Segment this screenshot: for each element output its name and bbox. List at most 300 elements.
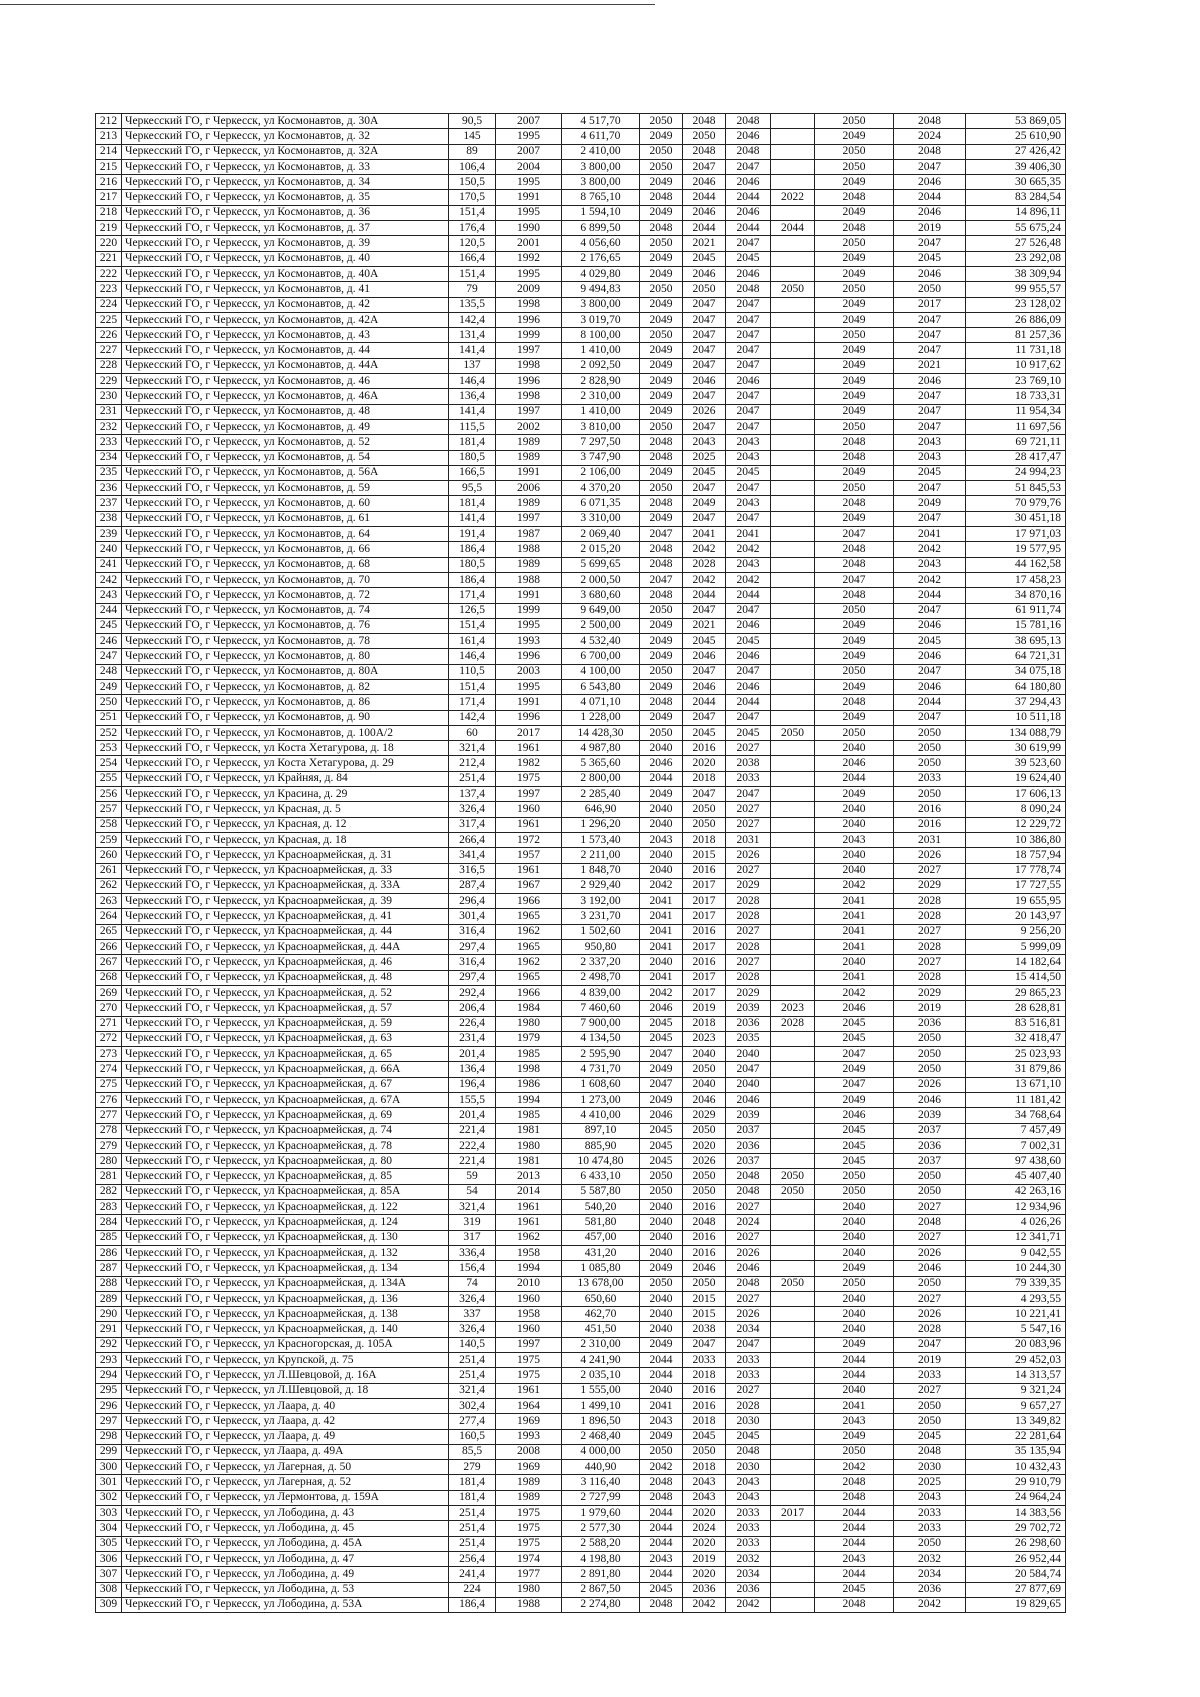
cell-year-col-3: 2046 [726,175,771,190]
cell-year-col-4 [771,1567,815,1582]
cell-wear-percent: 140,5 [449,1337,496,1352]
cell-wear-percent: 222,4 [449,1138,496,1153]
cell-build-year: 1961 [496,1200,562,1215]
cell-year-col-2: 2047 [683,511,726,526]
cell-year-col-1: 2041 [640,894,683,909]
cell-year-col-3: 2045 [726,634,771,649]
cell-row-number: 309 [96,1597,122,1612]
cell-year-col-6: 2042 [894,572,966,587]
cell-year-col-1: 2042 [640,1460,683,1475]
cell-area: 13 678,00 [562,1276,640,1291]
cell-year-col-2: 2046 [683,205,726,220]
cell-row-number: 297 [96,1414,122,1429]
cell-year-col-5: 2045 [815,1582,894,1597]
cell-year-col-5: 2044 [815,1567,894,1582]
cell-year-col-5: 2040 [815,1307,894,1322]
cell-year-col-3: 2034 [726,1567,771,1582]
cell-area: 6 543,80 [562,679,640,694]
cell-year-col-5: 2049 [815,787,894,802]
cell-year-col-4 [771,159,815,174]
cell-row-number: 241 [96,557,122,572]
cell-year-col-4 [771,1062,815,1077]
cell-year-col-1: 2044 [640,1353,683,1368]
cell-year-col-5: 2044 [815,1353,894,1368]
cell-year-col-4 [771,527,815,542]
cell-year-col-1: 2047 [640,1077,683,1092]
cell-year-col-4 [771,878,815,893]
cell-year-col-1: 2049 [640,129,683,144]
cell-year-col-3: 2044 [726,695,771,710]
cell-row-number: 295 [96,1383,122,1398]
cell-area: 7 460,60 [562,1001,640,1016]
cell-cost: 10 386,80 [966,832,1066,847]
cell-year-col-6: 2031 [894,832,966,847]
cell-year-col-3: 2047 [726,1062,771,1077]
cell-year-col-1: 2047 [640,1047,683,1062]
cell-row-number: 230 [96,389,122,404]
cell-year-col-4 [771,129,815,144]
table-row [96,1353,1066,1368]
cell-year-col-1: 2049 [640,312,683,327]
cell-build-year: 1960 [496,802,562,817]
cell-year-col-2: 2048 [683,114,726,129]
cell-build-year: 2014 [496,1184,562,1199]
cell-cost: 39 523,60 [966,756,1066,771]
cell-build-year: 1995 [496,205,562,220]
cell-year-col-6: 2033 [894,1368,966,1383]
cell-year-col-2: 2046 [683,266,726,281]
cell-year-col-1: 2048 [640,435,683,450]
cell-year-col-5: 2048 [815,542,894,557]
cell-area: 2 310,00 [562,1337,640,1352]
cell-year-col-1: 2048 [640,496,683,511]
cell-row-number: 307 [96,1567,122,1582]
cell-cost: 17 727,55 [966,878,1066,893]
cell-year-col-6: 2046 [894,205,966,220]
cell-row-number: 303 [96,1506,122,1521]
cell-build-year: 1962 [496,955,562,970]
cell-build-year: 1989 [496,496,562,511]
cell-address: Черкесский ГО, г Черкесск, ул Космонавтов, д. 40А [122,266,449,281]
cell-row-number: 229 [96,374,122,389]
cell-year-col-1: 2040 [640,802,683,817]
table-row [96,863,1066,878]
table-row [96,481,1066,496]
cell-wear-percent: 302,4 [449,1398,496,1413]
cell-year-col-2: 2018 [683,771,726,786]
cell-year-col-2: 2044 [683,695,726,710]
cell-year-col-2: 2043 [683,1475,726,1490]
cell-wear-percent: 181,4 [449,1475,496,1490]
cell-year-col-2: 2050 [683,1123,726,1138]
cell-cost: 42 263,16 [966,1184,1066,1199]
cell-year-col-6: 2028 [894,894,966,909]
cell-year-col-5: 2050 [815,282,894,297]
cell-build-year: 2001 [496,236,562,251]
cell-year-col-4 [771,618,815,633]
cell-year-col-3: 2038 [726,756,771,771]
cell-year-col-3: 2043 [726,435,771,450]
cell-area: 4 029,80 [562,266,640,281]
cell-area: 2 035,10 [562,1368,640,1383]
cell-year-col-6: 2019 [894,1353,966,1368]
cell-row-number: 237 [96,496,122,511]
cell-year-col-4 [771,1154,815,1169]
cell-year-col-5: 2048 [815,221,894,236]
cell-year-col-6: 2050 [894,1276,966,1291]
cell-year-col-1: 2050 [640,1184,683,1199]
cell-build-year: 1961 [496,1215,562,1230]
table-row [96,266,1066,281]
cell-year-col-4 [771,802,815,817]
table-row [96,1582,1066,1597]
cell-wear-percent: 181,4 [449,435,496,450]
cell-year-col-3: 2047 [726,511,771,526]
cell-cost: 34 870,16 [966,588,1066,603]
cell-year-col-6: 2050 [894,282,966,297]
cell-area: 6 700,00 [562,649,640,664]
cell-build-year: 2007 [496,114,562,129]
cell-year-col-3: 2043 [726,496,771,511]
table-row [96,312,1066,327]
cell-year-col-3: 2045 [726,251,771,266]
cell-area: 1 979,60 [562,1506,640,1521]
cell-row-number: 281 [96,1169,122,1184]
cell-wear-percent: 176,4 [449,221,496,236]
cell-year-col-3: 2046 [726,1093,771,1108]
cell-year-col-3: 2048 [726,144,771,159]
cell-cost: 7 002,31 [966,1138,1066,1153]
cell-build-year: 1974 [496,1551,562,1566]
cell-address: Черкесский ГО, г Черкесск, ул Космонавтов, д. 66 [122,542,449,557]
cell-year-col-3: 2030 [726,1460,771,1475]
cell-year-col-2: 2024 [683,1521,726,1536]
cell-year-col-3: 2035 [726,1031,771,1046]
cell-year-col-1: 2049 [640,1062,683,1077]
cell-area: 457,00 [562,1230,640,1245]
cell-year-col-6: 2047 [894,389,966,404]
cell-wear-percent: 317,4 [449,817,496,832]
cell-area: 2 337,20 [562,955,640,970]
cell-area: 8 765,10 [562,190,640,205]
table-row [96,1368,1066,1383]
cell-year-col-3: 2029 [726,878,771,893]
cell-area: 9 649,00 [562,603,640,618]
table-row [96,175,1066,190]
cell-year-col-1: 2050 [640,159,683,174]
cell-year-col-4 [771,634,815,649]
cell-year-col-2: 2019 [683,1001,726,1016]
cell-address: Черкесский ГО, г Черкесск, ул Красноармейская, д. 67 [122,1077,449,1092]
cell-year-col-4 [771,144,815,159]
cell-area: 7 900,00 [562,1016,640,1031]
cell-year-col-1: 2049 [640,511,683,526]
cell-year-col-3: 2043 [726,450,771,465]
cell-year-col-5: 2040 [815,1245,894,1260]
cell-area: 897,10 [562,1123,640,1138]
cell-year-col-5: 2049 [815,129,894,144]
cell-year-col-6: 2047 [894,481,966,496]
cell-year-col-6: 2029 [894,878,966,893]
cell-area: 2 274,80 [562,1597,640,1612]
cell-cost: 18 757,94 [966,848,1066,863]
cell-build-year: 1999 [496,328,562,343]
cell-address: Черкесский ГО, г Черкесск, ул Красноармейская, д. 130 [122,1230,449,1245]
cell-cost: 34 075,18 [966,664,1066,679]
cell-build-year: 1989 [496,435,562,450]
table-row [96,1169,1066,1184]
cell-cost: 18 733,31 [966,389,1066,404]
cell-wear-percent: 146,4 [449,374,496,389]
cell-row-number: 280 [96,1154,122,1169]
cell-year-col-1: 2045 [640,1138,683,1153]
cell-cost: 27 877,69 [966,1582,1066,1597]
cell-year-col-6: 2045 [894,1429,966,1444]
cell-build-year: 1962 [496,924,562,939]
cell-year-col-3: 2047 [726,358,771,373]
cell-year-col-4 [771,511,815,526]
cell-year-col-2: 2047 [683,312,726,327]
cell-area: 5 587,80 [562,1184,640,1199]
cell-year-col-3: 2027 [726,1230,771,1245]
cell-area: 3 800,00 [562,159,640,174]
cell-row-number: 245 [96,618,122,633]
cell-wear-percent: 186,4 [449,1597,496,1612]
cell-year-col-1: 2049 [640,358,683,373]
cell-year-col-6: 2025 [894,1475,966,1490]
table-row [96,817,1066,832]
cell-year-col-3: 2027 [726,955,771,970]
cell-year-col-4 [771,1230,815,1245]
cell-wear-percent: 317 [449,1230,496,1245]
cell-wear-percent: 145 [449,129,496,144]
cell-year-col-6: 2019 [894,1001,966,1016]
cell-year-col-6: 2045 [894,634,966,649]
cell-area: 2 410,00 [562,144,640,159]
table-row [96,924,1066,939]
cell-area: 885,90 [562,1138,640,1153]
cell-year-col-4 [771,297,815,312]
cell-year-col-4 [771,1521,815,1536]
cell-build-year: 1975 [496,1368,562,1383]
cell-build-year: 1965 [496,970,562,985]
cell-area: 1 896,50 [562,1414,640,1429]
cell-year-col-6: 2047 [894,511,966,526]
cell-year-col-2: 2047 [683,297,726,312]
cell-year-col-6: 2016 [894,802,966,817]
cell-year-col-1: 2041 [640,909,683,924]
cell-address: Черкесский ГО, г Черкесск, ул Красноармейская, д. 39 [122,894,449,909]
cell-year-col-3: 2026 [726,848,771,863]
cell-row-number: 298 [96,1429,122,1444]
cell-cost: 69 721,11 [966,435,1066,450]
cell-address: Черкесский ГО, г Черкесск, ул Лободина, д. 43 [122,1506,449,1521]
cell-year-col-2: 2042 [683,1597,726,1612]
cell-cost: 45 407,40 [966,1169,1066,1184]
cell-year-col-6: 2027 [894,1383,966,1398]
table-row [96,894,1066,909]
table-row [96,221,1066,236]
cell-build-year: 1988 [496,1597,562,1612]
cell-area: 3 231,70 [562,909,640,924]
cell-wear-percent: 161,4 [449,634,496,649]
cell-row-number: 243 [96,588,122,603]
cell-cost: 10 244,30 [966,1261,1066,1276]
cell-build-year: 1981 [496,1123,562,1138]
cell-year-col-5: 2045 [815,1154,894,1169]
cell-cost: 10 511,18 [966,710,1066,725]
cell-cost: 61 911,74 [966,603,1066,618]
table-row [96,1031,1066,1046]
cell-area: 2 176,65 [562,251,640,266]
table-row [96,343,1066,358]
cell-cost: 24 964,24 [966,1490,1066,1505]
cell-year-col-5: 2049 [815,358,894,373]
cell-row-number: 216 [96,175,122,190]
cell-area: 4 100,00 [562,664,640,679]
cell-build-year: 1975 [496,1536,562,1551]
cell-year-col-1: 2050 [640,144,683,159]
cell-cost: 17 971,03 [966,527,1066,542]
cell-wear-percent: 287,4 [449,878,496,893]
cell-row-number: 266 [96,940,122,955]
cell-year-col-6: 2030 [894,1460,966,1475]
cell-row-number: 271 [96,1016,122,1031]
cell-year-col-2: 2044 [683,588,726,603]
cell-year-col-2: 2043 [683,1490,726,1505]
cell-cost: 53 869,05 [966,114,1066,129]
cell-row-number: 277 [96,1108,122,1123]
cell-address: Черкесский ГО, г Черкесск, ул Красноармейская, д. 132 [122,1245,449,1260]
cell-year-col-5: 2050 [815,725,894,740]
cell-year-col-4 [771,114,815,129]
cell-area: 1 499,10 [562,1398,640,1413]
cell-year-col-6: 2036 [894,1582,966,1597]
cell-build-year: 2017 [496,725,562,740]
cell-cost: 9 042,55 [966,1245,1066,1260]
cell-year-col-5: 2047 [815,572,894,587]
cell-year-col-5: 2044 [815,771,894,786]
cell-address: Черкесский ГО, г Черкесск, ул Лаара, д. 40 [122,1398,449,1413]
cell-year-col-5: 2040 [815,802,894,817]
cell-year-col-6: 2050 [894,787,966,802]
cell-year-col-3: 2026 [726,1245,771,1260]
cell-build-year: 1985 [496,1108,562,1123]
cell-address: Черкесский ГО, г Черкесск, ул Красноармейская, д. 57 [122,1001,449,1016]
cell-row-number: 276 [96,1093,122,1108]
cell-year-col-3: 2047 [726,328,771,343]
cell-cost: 12 229,72 [966,817,1066,832]
cell-year-col-1: 2047 [640,527,683,542]
cell-year-col-6: 2034 [894,1567,966,1582]
cell-year-col-2: 2018 [683,1368,726,1383]
cell-area: 1 608,60 [562,1077,640,1092]
table-row [96,1184,1066,1199]
cell-address: Черкесский ГО, г Черкесск, ул Космонавтов, д. 78 [122,634,449,649]
cell-year-col-4 [771,832,815,847]
cell-cost: 14 896,11 [966,205,1066,220]
cell-wear-percent: 180,5 [449,450,496,465]
cell-row-number: 273 [96,1047,122,1062]
cell-year-col-1: 2048 [640,557,683,572]
housing-register-sheet [95,113,1066,1613]
cell-year-col-3: 2046 [726,129,771,144]
cell-area: 2 498,70 [562,970,640,985]
cell-build-year: 1960 [496,1291,562,1306]
cell-year-col-5: 2046 [815,1001,894,1016]
cell-year-col-4 [771,312,815,327]
cell-year-col-1: 2049 [640,404,683,419]
cell-wear-percent: 181,4 [449,496,496,511]
table-row [96,419,1066,434]
cell-year-col-2: 2047 [683,358,726,373]
cell-year-col-6: 2050 [894,1398,966,1413]
cell-wear-percent: 141,4 [449,511,496,526]
cell-year-col-5: 2045 [815,1138,894,1153]
cell-year-col-3: 2040 [726,1047,771,1062]
cell-cost: 29 452,03 [966,1353,1066,1368]
cell-year-col-2: 2023 [683,1031,726,1046]
cell-build-year: 1981 [496,1154,562,1169]
cell-build-year: 1982 [496,756,562,771]
cell-year-col-4: 2044 [771,221,815,236]
cell-build-year: 1989 [496,1490,562,1505]
cell-cost: 31 879,86 [966,1062,1066,1077]
cell-cost: 29 702,72 [966,1521,1066,1536]
cell-year-col-3: 2047 [726,603,771,618]
cell-cost: 11 697,56 [966,419,1066,434]
cell-year-col-2: 2016 [683,1245,726,1260]
cell-year-col-4: 2050 [771,282,815,297]
cell-address: Черкесский ГО, г Черкесск, ул Лободина, д. 49 [122,1567,449,1582]
cell-cost: 17 458,23 [966,572,1066,587]
cell-address: Черкесский ГО, г Черкесск, ул Космонавтов, д. 42А [122,312,449,327]
cell-area: 6 899,50 [562,221,640,236]
cell-year-col-6: 2028 [894,940,966,955]
cell-area: 2 867,50 [562,1582,640,1597]
cell-row-number: 305 [96,1536,122,1551]
cell-wear-percent: 316,5 [449,863,496,878]
cell-year-col-5: 2050 [815,236,894,251]
cell-row-number: 278 [96,1123,122,1138]
cell-build-year: 2013 [496,1169,562,1184]
cell-year-col-4 [771,970,815,985]
table-row [96,787,1066,802]
cell-year-col-4 [771,1383,815,1398]
cell-address: Черкесский ГО, г Черкесск, ул Космонавтов, д. 56А [122,465,449,480]
cell-year-col-2: 2016 [683,863,726,878]
table-row [96,725,1066,740]
cell-address: Черкесский ГО, г Черкесск, ул Красноармейская, д. 41 [122,909,449,924]
cell-cost: 51 845,53 [966,481,1066,496]
cell-wear-percent: 266,4 [449,832,496,847]
cell-cost: 4 026,26 [966,1215,1066,1230]
cell-build-year: 1988 [496,542,562,557]
cell-build-year: 1969 [496,1460,562,1475]
table-row [96,542,1066,557]
cell-build-year: 1972 [496,832,562,847]
cell-year-col-1: 2044 [640,1521,683,1536]
cell-year-col-1: 2040 [640,863,683,878]
cell-year-col-4 [771,1353,815,1368]
table-row [96,1536,1066,1551]
cell-year-col-5: 2048 [815,557,894,572]
cell-year-col-4 [771,679,815,694]
cell-cost: 14 182,64 [966,955,1066,970]
cell-address: Черкесский ГО, г Черкесск, ул Космонавтов, д. 36 [122,205,449,220]
cell-area: 5 365,60 [562,756,640,771]
cell-build-year: 1992 [496,251,562,266]
